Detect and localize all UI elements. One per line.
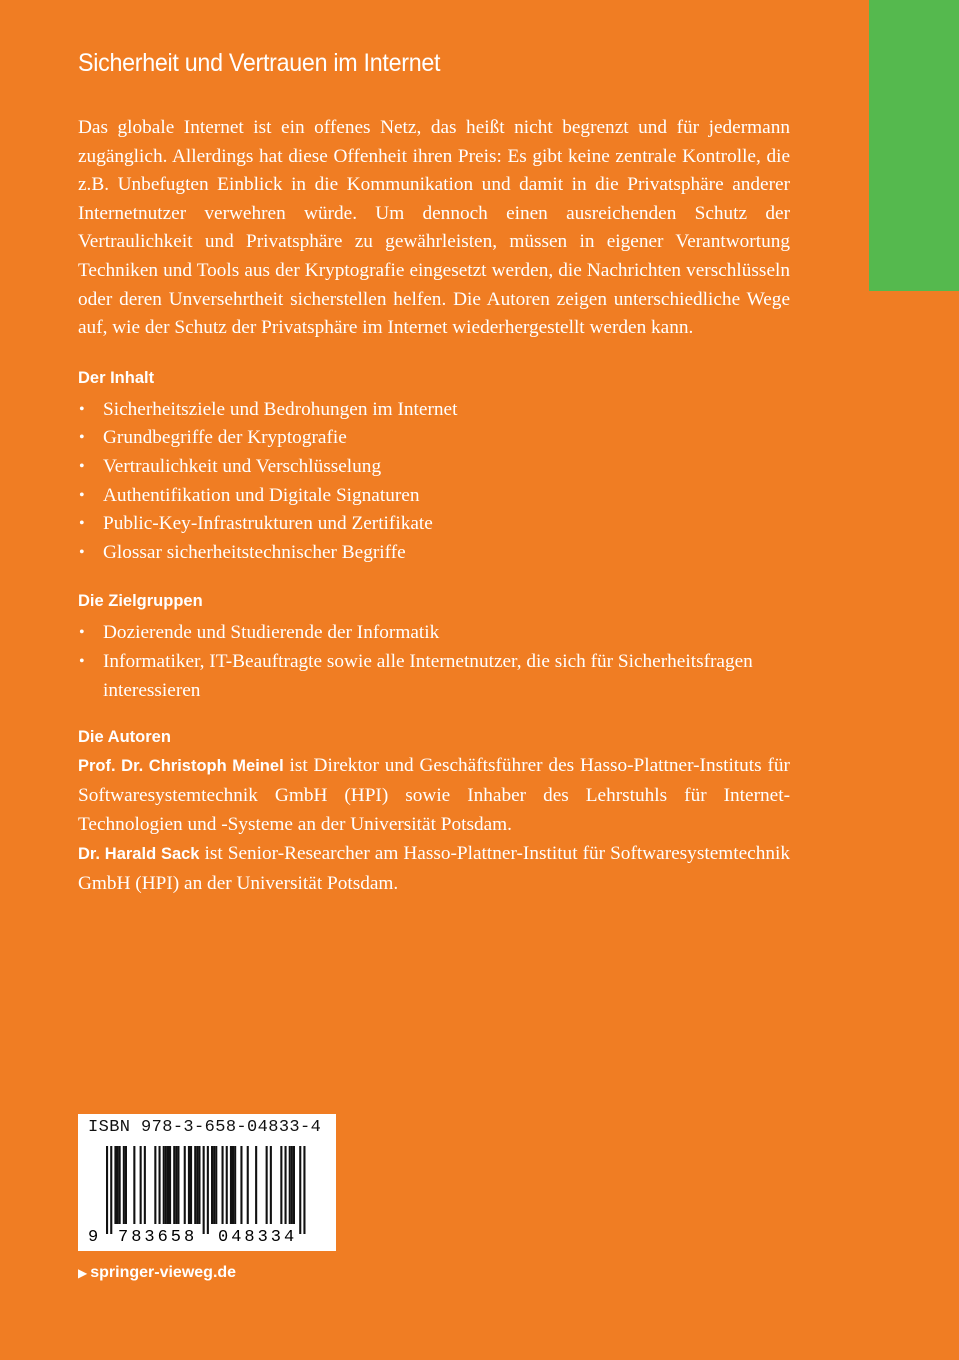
barcode-bar [117, 1146, 119, 1224]
author-description: ist Direktor und Geschäftsführer des Hasso-Plattner-Instituts für Softwaresystemtechnik GmbH (HPI) sowie Inhaber des Lehrstuhls für Internet-Technologien und -Systeme an der Universität Potsdam. [78, 755, 790, 836]
barcode-bar [230, 1146, 232, 1224]
barcode-bar [184, 1146, 186, 1224]
barcode-bar [240, 1146, 242, 1224]
barcode-bar [110, 1146, 112, 1234]
barcode-bar [177, 1146, 179, 1224]
isbn-barcode [78, 1114, 336, 1251]
bullet-icon: • [79, 457, 85, 475]
contents-list [78, 396, 790, 568]
barcode-bar [119, 1146, 121, 1224]
barcode-bar [213, 1146, 215, 1224]
barcode-bar [175, 1146, 177, 1224]
barcode-bar [266, 1146, 268, 1224]
barcode-bar [270, 1146, 272, 1224]
barcode-bar [133, 1146, 135, 1224]
barcode-bar [140, 1146, 142, 1224]
barcode-bar [232, 1146, 234, 1224]
barcode-digit-first: 9 [88, 1228, 99, 1247]
bullet-icon: • [79, 652, 85, 670]
barcode-bar [125, 1146, 127, 1224]
list-item: • Authentifikation und Digitale Signaturen [78, 482, 790, 511]
bullet-icon: • [79, 624, 85, 642]
barcode-bar [226, 1146, 228, 1224]
intro-paragraph: Das globale Internet ist ein offenes Netz, das heißt nicht begrenzt und für jedermann zugänglich. Allerdings hat diese Offenheit ihren Preis: Es gibt keine zentrale Kontrolle, die z.B. Unbefugten Einblick in die Kommunikation und damit in die Privatsphäre anderer Internetnutzer verwehren würde. Um dennoch einen ausreichenden Schutz der Vertraulichkeit und Privatsphäre zu gewährleisten, müssen in eigener Verantwortung Techniken und Tools aus der Kryptografie eingesetzt werden, die Nachrichten verschlüsseln oder deren Unversehrtheit sicherstellen helfen. Die Autoren zeigen unterschiedliche Wege auf, wie der Schutz der Privatsphäre im Internet wiederhergestellt werden kann. [78, 117, 790, 339]
list-item: • Informatiker, IT-Beauftragte sowie alle Internetnutzer, die sich für Sicherheitsfragen interessieren [78, 648, 790, 705]
barcode-bar [194, 1146, 196, 1224]
barcode-bar [285, 1146, 287, 1224]
bullet-icon: • [79, 543, 85, 561]
list-item: • Grundbegriffe der Kryptografie [78, 424, 790, 453]
barcode-bar [196, 1146, 198, 1224]
barcode-bar [159, 1146, 161, 1224]
barcode-bar [123, 1146, 125, 1224]
target-groups-heading: Die Zielgruppen [78, 592, 203, 611]
authors-heading: Die Autoren [78, 728, 171, 747]
barcode-graphic [78, 1114, 336, 1251]
barcode-bar [215, 1146, 217, 1224]
bullet-icon: • [79, 486, 85, 504]
barcode-bar [222, 1146, 224, 1224]
isbn-label: ISBN 978-3-658-04833-4 [88, 1118, 322, 1137]
barcode-bar [303, 1146, 305, 1234]
barcode-bar [255, 1146, 257, 1224]
barcode-bar [211, 1146, 213, 1224]
barcode-bar [291, 1146, 293, 1224]
barcode-digits-left: 783658 [118, 1228, 198, 1247]
barcode-bar [173, 1146, 175, 1224]
publisher-link[interactable] [78, 1264, 236, 1282]
barcode-bar [163, 1146, 165, 1224]
barcode-bar [299, 1146, 301, 1234]
list-item: • Public-Key-Infrastrukturen und Zertifikate [78, 510, 790, 539]
author-name: Prof. Dr. Christoph Meinel [78, 757, 284, 776]
book-title: Sicherheit und Vertrauen im Internet [78, 49, 441, 77]
barcode-bar [207, 1146, 209, 1234]
barcode-bar [280, 1146, 282, 1224]
barcode-bar [114, 1146, 116, 1224]
barcode-bar [167, 1146, 169, 1224]
barcode-bar [106, 1146, 108, 1234]
arrow-right-icon: ▶ [78, 1266, 88, 1280]
barcode-bar [165, 1146, 167, 1224]
author-bio-meinel [78, 751, 790, 898]
barcode-bar [154, 1146, 156, 1224]
barcode-digits-right: 048334 [218, 1228, 298, 1247]
barcode-bar [247, 1146, 249, 1224]
contents-heading: Der Inhalt [78, 368, 155, 387]
list-item: • Glossar sicherheitstechnischer Begriffe [78, 539, 790, 568]
green-color-tab [869, 0, 959, 291]
author-name: Dr. Harald Sack [78, 845, 200, 864]
barcode-bar [293, 1146, 295, 1224]
barcode-bar [169, 1146, 171, 1224]
bullet-icon: • [79, 515, 85, 533]
list-item: • Vertraulichkeit und Verschlüsselung [78, 453, 790, 482]
target-groups-list [78, 619, 790, 705]
barcode-bar [190, 1146, 192, 1224]
bullet-icon: • [79, 400, 85, 418]
barcode-bar [234, 1146, 236, 1224]
list-item: • Dozierende und Studierende der Informatik [78, 619, 790, 648]
barcode-bar [203, 1146, 205, 1234]
barcode-bar [289, 1146, 291, 1224]
barcode-bar [144, 1146, 146, 1224]
list-item: • Sicherheitsziele und Bedrohungen im Internet [78, 396, 790, 425]
bullet-icon: • [79, 429, 85, 447]
back-cover-text [78, 46, 790, 898]
author-description: ist Senior-Researcher am Hasso-Plattner-Institut für Softwaresystemtechnik GmbH (HPI) an der Universität Potsdam. [78, 843, 790, 895]
publisher-url: springer-vieweg.de [90, 1264, 237, 1281]
barcode-bar [188, 1146, 190, 1224]
barcode-bar [198, 1146, 200, 1224]
